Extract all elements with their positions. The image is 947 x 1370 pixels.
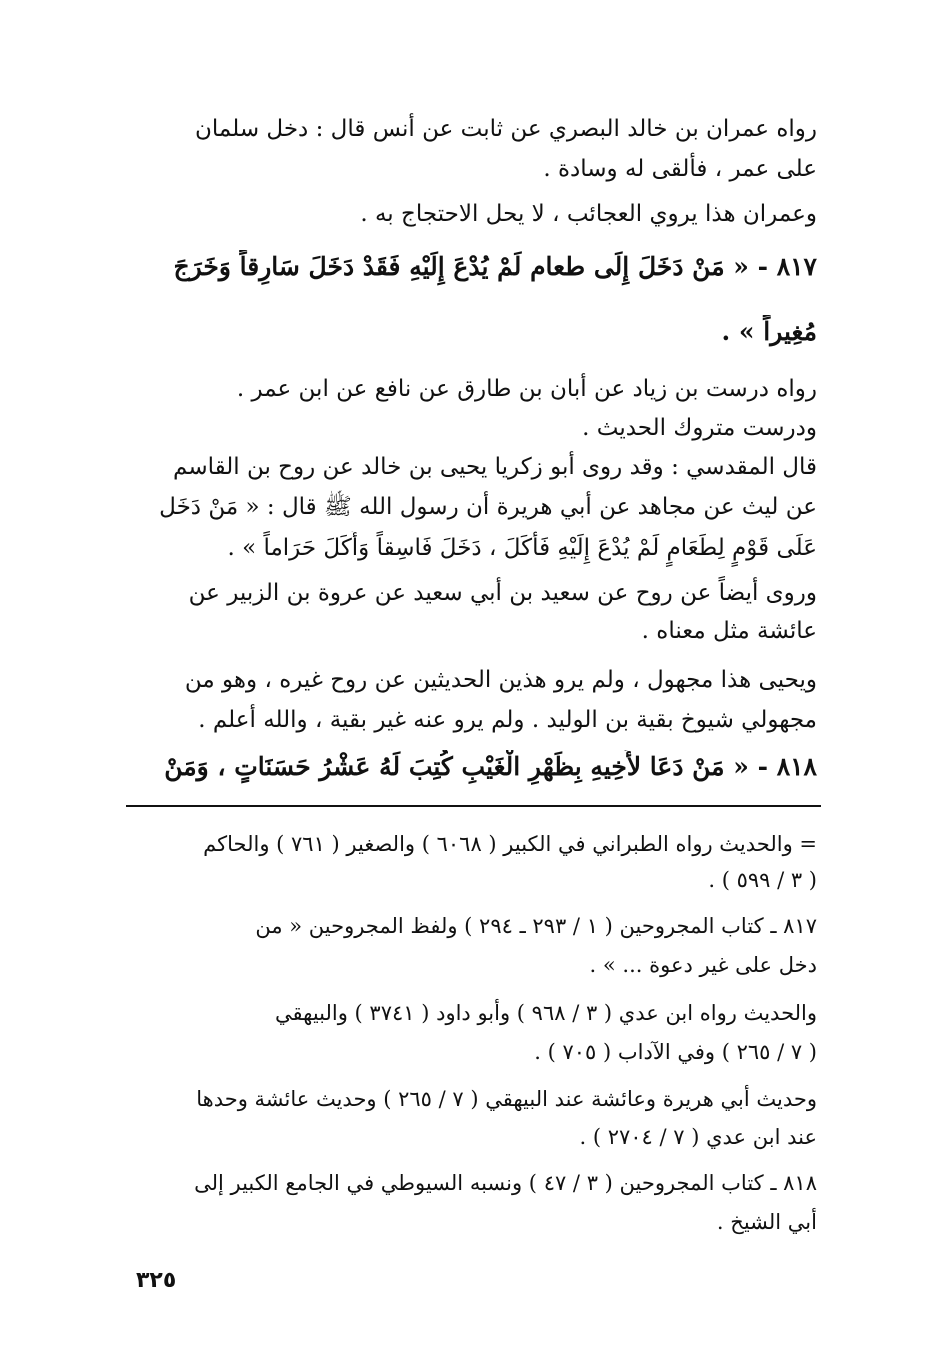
text-line: عائشة مثل معناه . [641, 618, 817, 644]
footnote-line: دخل على غير دعوة ... » . [589, 953, 817, 977]
hadith-817-heading-continued: مُغِيراً » . [721, 317, 817, 346]
text-line: قال المقدسي : وقد روى أبو زكريا يحيى بن خالد عن روح بن القاسم [173, 454, 817, 480]
footnote-line: ( ٧ / ٢٦٥ ) وفي الآداب ( ٧٠٥ ) . [534, 1040, 817, 1064]
text-line: عن ليث عن مجاهد عن أبي هريرة أن رسول الله ﷺ قال : « مَنْ دَخَل [159, 494, 817, 520]
text-line: رواه درست بن زياد عن أبان بن طارق عن نافع عن ابن عمر . [236, 376, 817, 402]
text-line: وروى أيضاً عن روح عن سعيد بن أبي سعيد عن عروة بن الزبير عن [188, 580, 817, 606]
text-line: مجهولي شيوخ بقية بن الوليد . ولم يرو عنه غير بقية ، والله أعلم . [198, 707, 817, 733]
text-line: عَلَى قَوْمٍ لِطَعَامٍ لَمْ يُدْعَ إِلَيْهِ فَأَكَلَ ، دَخَلَ فَاسِقاً وَأَكَلَ حَرَاماً » . [227, 535, 817, 561]
text-line: ودرست متروك الحديث . [582, 415, 817, 441]
text-line: وعمران هذا يروي العجائب ، لا يحل الاحتجاج به . [360, 201, 817, 227]
text-line: ويحيى هذا مجهول ، ولم يرو هذين الحديثين عن روح غيره ، وهو من [184, 667, 817, 693]
page-number: ٣٢٥ [136, 1268, 177, 1293]
hadith-817-heading: ٨١٧ - « مَنْ دَخَلَ إِلَى طعام لَمْ يُدْعَ إِلَيْهِ فَقَدْ دَخَلَ سَارِقاً وَخَرَجَ [173, 252, 817, 281]
text-line: رواه عمران بن خالد البصري عن ثابت عن أنس قال : دخل سلمان [195, 116, 817, 142]
footnote-line: وحديث أبي هريرة وعائشة عند البيهقي ( ٧ / ٢٦٥ ) وحديث عائشة وحدها [196, 1087, 817, 1111]
text-line: على عمر ، فألقى له وسادة . [543, 156, 817, 182]
footnote-line: ( ٣ / ٥٩٩ ) . [708, 868, 817, 892]
footnote-line: والحديث رواه ابن عدي ( ٣ / ٩٦٨ ) وأبو داود ( ٣٧٤١ ) والبيهقي [275, 1001, 817, 1025]
hadith-818-heading: ٨١٨ - « مَنْ دَعَا لأَخِيهِ بِظَهْرِ الْغَيْبِ كُتِبَ لَهُ عَشْرُ حَسَنَاتٍ ، وَمَنْ [164, 752, 817, 781]
footnote-line: أبي الشيخ . [716, 1210, 817, 1234]
footnote-817: ٨١٧ ـ كتاب المجروحين ( ١ / ٢٩٣ ـ ٢٩٤ ) ولفظ المجروحين « من [255, 914, 817, 938]
footnote-818: ٨١٨ ـ كتاب المجروحين ( ٣ / ٤٧ ) ونسبه السيوطي في الجامع الكبير إلى [194, 1171, 817, 1195]
footnote-separator [126, 805, 821, 807]
footnote-line: = والحديث رواه الطبراني في الكبير ( ٦٠٦٨ ) والصغير ( ٧٦١ ) والحاكم [203, 832, 817, 856]
footnote-line: عند ابن عدي ( ٧ / ٢٧٠٤ ) . [579, 1125, 817, 1149]
